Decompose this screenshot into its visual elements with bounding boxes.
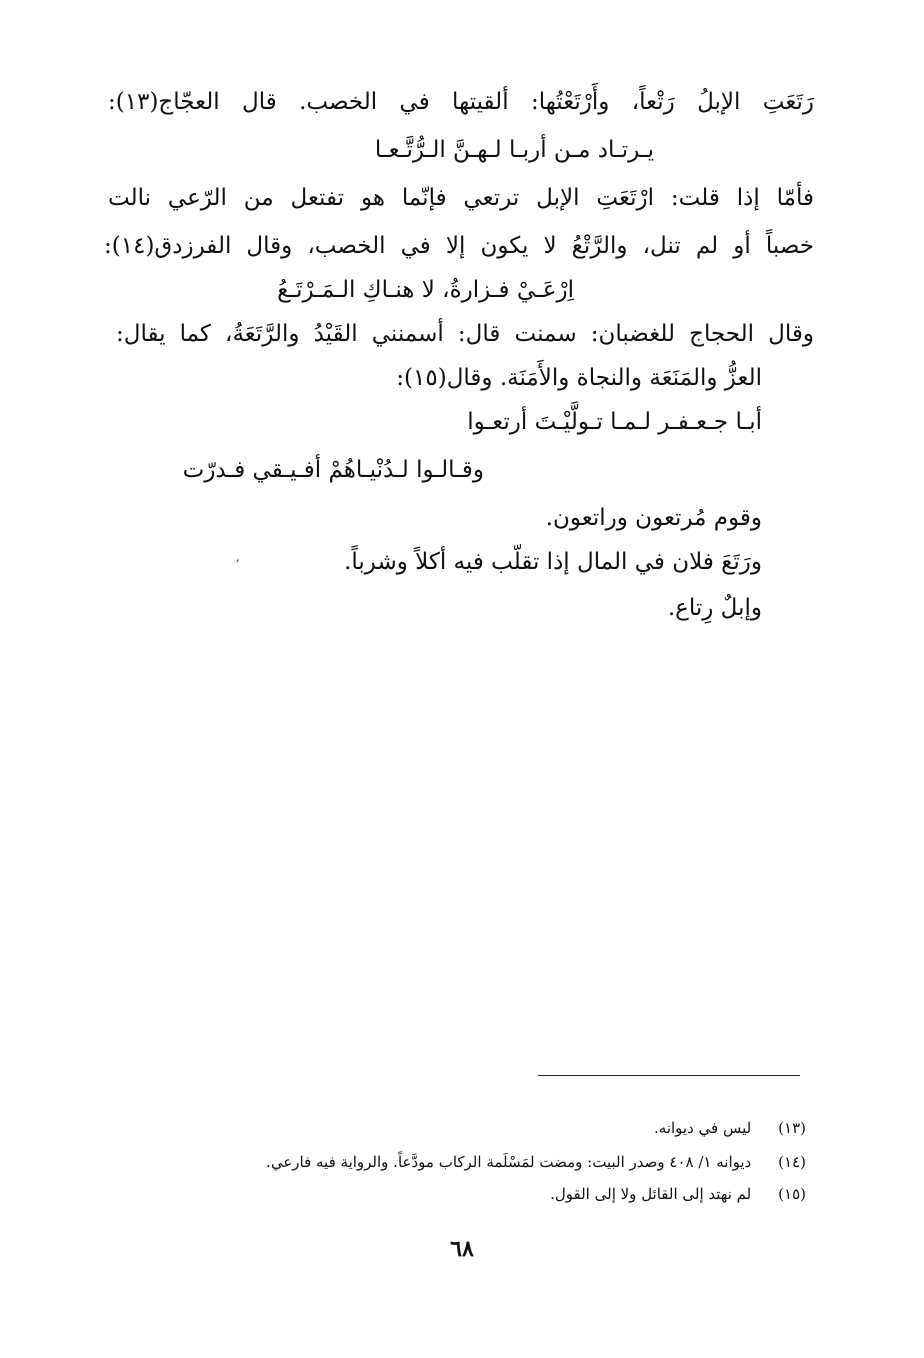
paragraph-line-6: وقوم مُرتعون وراتعون. <box>545 505 762 531</box>
footnote-15 <box>550 1182 806 1206</box>
footnote-14 <box>266 1150 806 1174</box>
verse-line-3: أبـا جـعـفـر لـمـا تـولَّيْـتَ أرتعـوا <box>467 409 762 435</box>
footnote-number: (١٥) <box>778 1185 806 1203</box>
footnote-number: (١٣) <box>778 1119 806 1137</box>
page-number: ٦٨ <box>450 1236 474 1262</box>
paragraph-line-2: فأمّا إذا قلت: ارْتَعَتِ الإبل ترتعي فإنّما هو تفتعل من الرّعي نالت <box>108 185 814 211</box>
footnote-text: ديوانه ١/ ٤٠٨ وصدر البيت: ومضت لمَسْلَمة الركاب مودَّعاً. والرواية فيه فارعي. <box>266 1153 752 1171</box>
stray-mark: ′ <box>236 556 240 575</box>
paragraph-line-8: وإبلٌ رِتاع. <box>667 595 762 621</box>
footnote-divider <box>538 1075 800 1076</box>
verse-line-4: وقـالـوا لـدُنْيـاهُمْ أفـيـقي فـدرّت <box>182 457 484 483</box>
footnote-text: لم نهتد إلى القائل ولا إلى القول. <box>550 1185 752 1203</box>
verse-line-2: اِرْعَـيْ فـزارةُ، لا هنـاكِ الـمَـرْتَـعُ <box>277 277 574 303</box>
paragraph-line-5: العزُّ والمَنَعَة والنجاة والأَمَنَة. وقال(١٥): <box>396 365 762 391</box>
paragraph-line-7: ورَتَعَ فلان في المال إذا تقلّب فيه أكلاً وشرباً. <box>344 549 762 575</box>
paragraph-line-4: وقال الحجاج للغضبان: سمنت قال: أسمنني القَيْدُ والرَّتَعَةُ، كما يقال: <box>116 321 814 347</box>
paragraph-line-3: خصباً أو لم تنل، والرَّتْعُ لا يكون إلا في الخصب، وقال الفرزدق(١٤): <box>104 233 814 259</box>
footnote-number: (١٤) <box>778 1153 806 1171</box>
footnote-13 <box>654 1116 806 1140</box>
verse-line-1: يـرتـاد مـن أربـا لـهـنَّ الـرُّتَّـعـا <box>374 137 654 163</box>
paragraph-line-1: رَتَعَتِ الإبلُ رَتْعاً، وأَرْتَعْتُها: ألقيتها في الخصب. قال العجّاج(١٣): <box>108 89 814 115</box>
footnote-text: ليس في ديوانه. <box>654 1119 752 1137</box>
